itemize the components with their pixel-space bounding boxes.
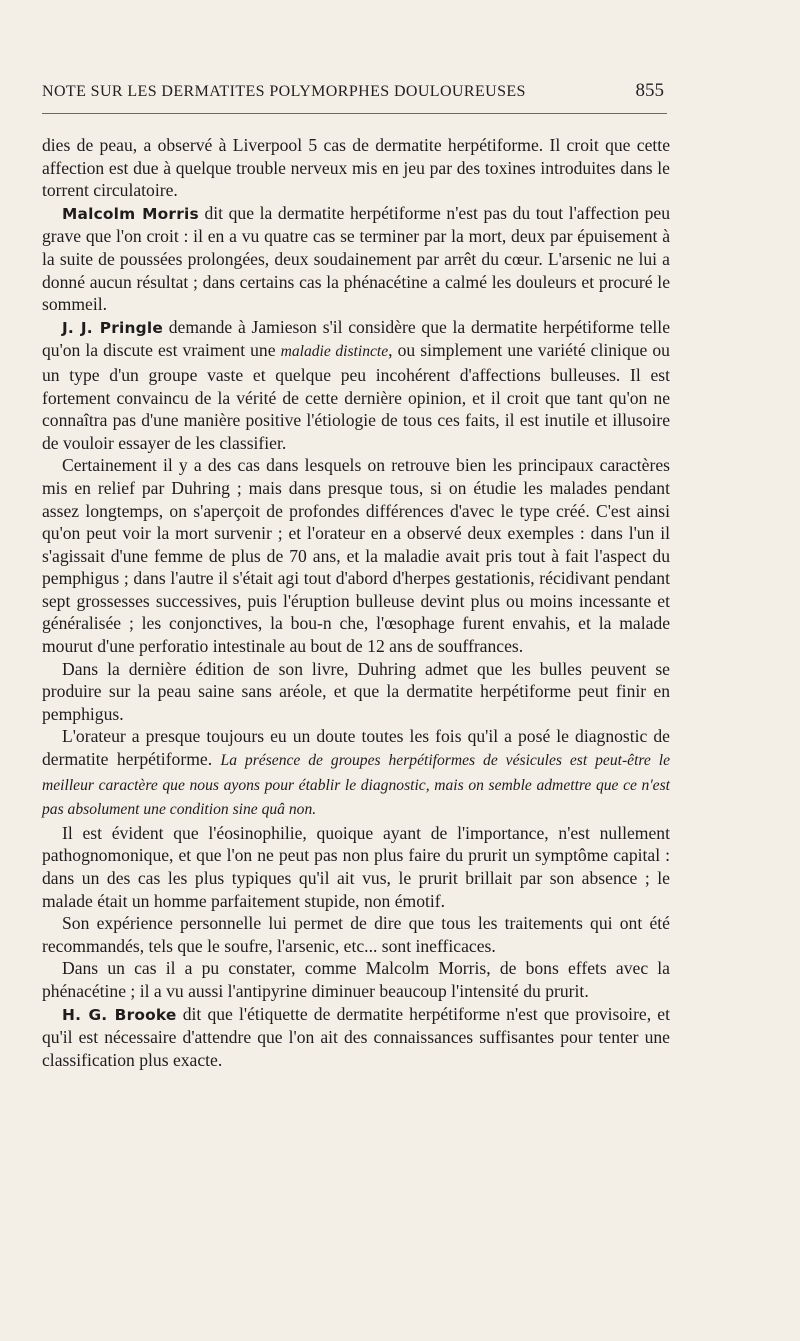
running-header bbox=[42, 80, 664, 102]
paragraph-traitements: Son expérience personnelle lui permet de dire que tous les traitements qui ont été recommandés, tels que le soufre, l'arsenic, etc... sont inefficaces. bbox=[42, 913, 670, 956]
paragraph-pringle: J. J. Pringle demande à Jamieson s'il considère que la dermatite herpétiforme telle qu'on la discute est vraiment une maladie distincte, ou simplement une variété clinique ou un type d'un groupe vaste et quelque peu incohérent d'affections bulleuses. Il est fortement convaincu de la vérité de cette dernière opinion, et il croit que tant qu'on ne connaîtra pas d'une manière positive l'étiologie de tous ces faits, il est inutile et illusoire de vouloir essayer de les classifier. bbox=[42, 316, 671, 453]
paragraph-continuation: dies de peau, a observé à Liverpool 5 cas de dermatite herpétiforme. Il croit que cette affection est due à quelque trouble nerveux mis en jeu par des toxines introduites dans le torrent circulatoire. bbox=[42, 135, 670, 201]
speaker-name: H. G. Brooke bbox=[62, 1005, 177, 1024]
speaker-name: Malcolm Morris bbox=[62, 204, 199, 223]
header-rule bbox=[42, 113, 667, 114]
paragraph-diagnostic: L'orateur a presque toujours eu un doute toutes les fois qu'il a posé le diagnostic de dermatite herpétiforme. La présence de groupes herpétiformes de vésicules est peut-être le meilleur caractère que nous ayons pour établir le diagnostic, mais on semble admettre que ce n'est pas absolument une condition sine quâ non. bbox=[42, 726, 670, 819]
paragraph-certainement: Certainement il y a des cas dans lesquels on retrouve bien les principaux caractères mis en relief par Duhring ; mais dans presque tous, si on étudie les malades pendant assez longtemps, on s'aperçoit de profondes différences d'avec le type créé. C'est ainsi qu'on peut voir la mort survenir ; et l'orateur en a observé deux exemples : dans l'un il s'agissait d'une femme de plus de 70 ans, et la maladie avait pris tout à fait l'aspect du pemphigus ; dans l'autre il s'était agi tout d'abord d'herpes gestationis, récidivant pendant sept grossesses successives, puis l'éruption bulleuse devint plus ou moins incessante et généralisée ; les conjonctives, la bou-n che, l'œsophage furent envahis, et la malade mourut d'une perforatio intestinale au bout de 12 ans de souffrances. bbox=[42, 455, 670, 657]
paragraph-duhring-edition: Dans la dernière édition de son livre, Duhring admet que les bulles peuvent se produire sur la peau saine sans aréole, et que la dermatite herpétiforme peut finir en pemphigus. bbox=[42, 658, 670, 724]
page-number: 855 bbox=[635, 80, 664, 101]
speaker-name: J. J. Pringle bbox=[62, 318, 163, 337]
paragraph-malcolm-morris: Malcolm Morris dit que la dermatite herpétiforme n'est pas du tout l'affection peu grave que l'on croit : il en a vu quatre cas se terminer par la mort, deux par épuisement à la suite de poussées prolongées, deux soudainement par arrêt du cœur. L'arsenic ne lui a donné aucun résultat ; dans certains cas la phénacétine a calmé les douleurs et procuré le sommeil. bbox=[42, 202, 670, 315]
paragraph-eosinophilie: Il est évident que l'éosinophilie, quoique ayant de l'importance, n'est nullement pathognomonique, et que l'on ne peut pas non plus faire du prurit un symptôme capital : dans un des cas les plus typiques qu'il ait vus, le prurit brillait par son absence ; le malade était un homme parfaitement stupide, non émotif. bbox=[42, 822, 670, 911]
paragraph-brooke: H. G. Brooke dit que l'étiquette de dermatite herpétiforme n'est que provisoire, et qu'il est nécessaire d'attendre que l'on ait des connaissances suffisantes pour tenter une classification plus exacte. bbox=[42, 1003, 670, 1070]
italic-passage: La présence de groupes herpétiformes de vésicules est peut-être le meilleur caractère que nous ayons pour établir le diagnostic, mais on semble admettre que ce n'est pas absolument une condition sine quâ non. bbox=[42, 752, 670, 819]
italic-emphasis: maladie distincte bbox=[280, 343, 389, 361]
running-title: NOTE SUR LES DERMATITES POLYMORPHES DOULOUREUSES bbox=[42, 83, 526, 100]
body-text bbox=[42, 134, 670, 1071]
paragraph-phenacetine: Dans un cas il a pu constater, comme Malcolm Morris, de bons effets avec la phénacétine ; il a vu aussi l'antipyrine diminuer beaucoup l'intensité du prurit. bbox=[42, 958, 670, 1001]
